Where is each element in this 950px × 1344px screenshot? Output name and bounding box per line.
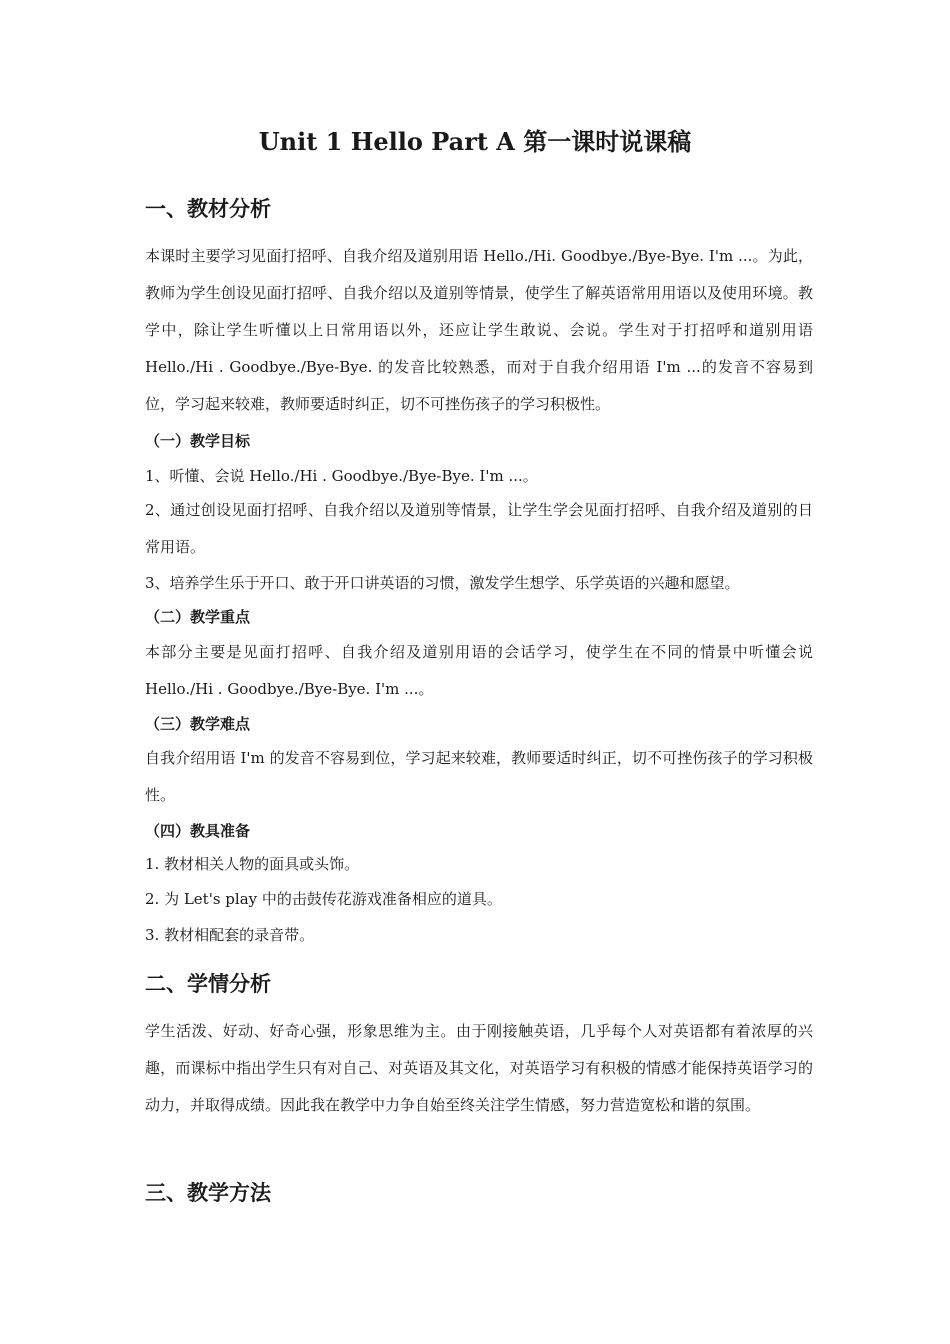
- material-item-3: 3. 教材相配套的录音带。: [145, 926, 315, 944]
- material-item-1: 1. 教材相关人物的面具或头饰。: [145, 855, 360, 873]
- subheading-materials: （四）教具准备: [145, 822, 251, 840]
- key-points-paragraph: 本部分主要是见面打招呼、自我介绍及道别用语的会话学习，使学生在不同的情景中听懂会说 Hello./Hi . Goodbye./Bye-Bye. I'm ...。: [145, 643, 813, 698]
- section-heading-teaching-methods: 三、教学方法: [145, 1180, 271, 1205]
- goal-item-2: 2、通过创设见面打招呼、自我介绍以及道别等情景，让学生学会见面打招呼、自我介绍及道别的日常用语。: [145, 501, 813, 556]
- subheading-key-points: （二）教学重点: [145, 608, 251, 626]
- textbook-analysis-paragraph: 本课时主要学习见面打招呼、自我介绍及道别用语 Hello./Hi. Goodbye./Bye-Bye. I'm ...。为此，教师为学生创设见面打招呼、自我介绍以及道别等情景，使学生了解英语常用用语以及使用环境。教学中，除让学生听懂以上日常用语以外，还应让学生敢说、会说。学生对于打招呼和道别用语 Hello./Hi . Goodbye./Bye-Bye. 的发音比较熟悉，而对于自我介绍用语 I'm ...的发音不容易到位，学习起来较难，教师要适时纠正，切不可挫伤孩子的学习积极性。: [145, 247, 813, 413]
- difficulties-paragraph: 自我介绍用语 I'm 的发音不容易到位，学习起来较难，教师要适时纠正，切不可挫伤孩子的学习积极性。: [145, 749, 813, 804]
- subheading-difficulties: （三）教学难点: [145, 715, 251, 733]
- document-title: Unit 1 Hello Part A 第一课时说课稿: [258, 127, 692, 156]
- subheading-teaching-goals: （一）教学目标: [145, 432, 251, 450]
- goal-item-3: 3、培养学生乐于开口、敢于开口讲英语的习惯，激发学生想学、乐学英语的兴趣和愿望。: [145, 574, 740, 592]
- section-heading-student-analysis: 二、学情分析: [145, 971, 271, 996]
- student-analysis-paragraph: 学生活泼、好动、好奇心强，形象思维为主。由于刚接触英语，几乎每个人对英语都有着浓厚的兴趣，而课标中指出学生只有对自己、对英语及其文化，对英语学习有积极的情感才能保持英语学习的动力，并取得成绩。因此我在教学中力争自始至终关注学生情感，努力营造宽松和谐的氛围。: [145, 1022, 813, 1114]
- material-item-2: 2. 为 Let's play 中的击鼓传花游戏准备相应的道具。: [145, 890, 502, 908]
- goal-item-1: 1、听懂、会说 Hello./Hi . Goodbye./Bye-Bye. I'm ...。: [145, 467, 538, 485]
- section-heading-textbook-analysis: 一、教材分析: [145, 196, 271, 221]
